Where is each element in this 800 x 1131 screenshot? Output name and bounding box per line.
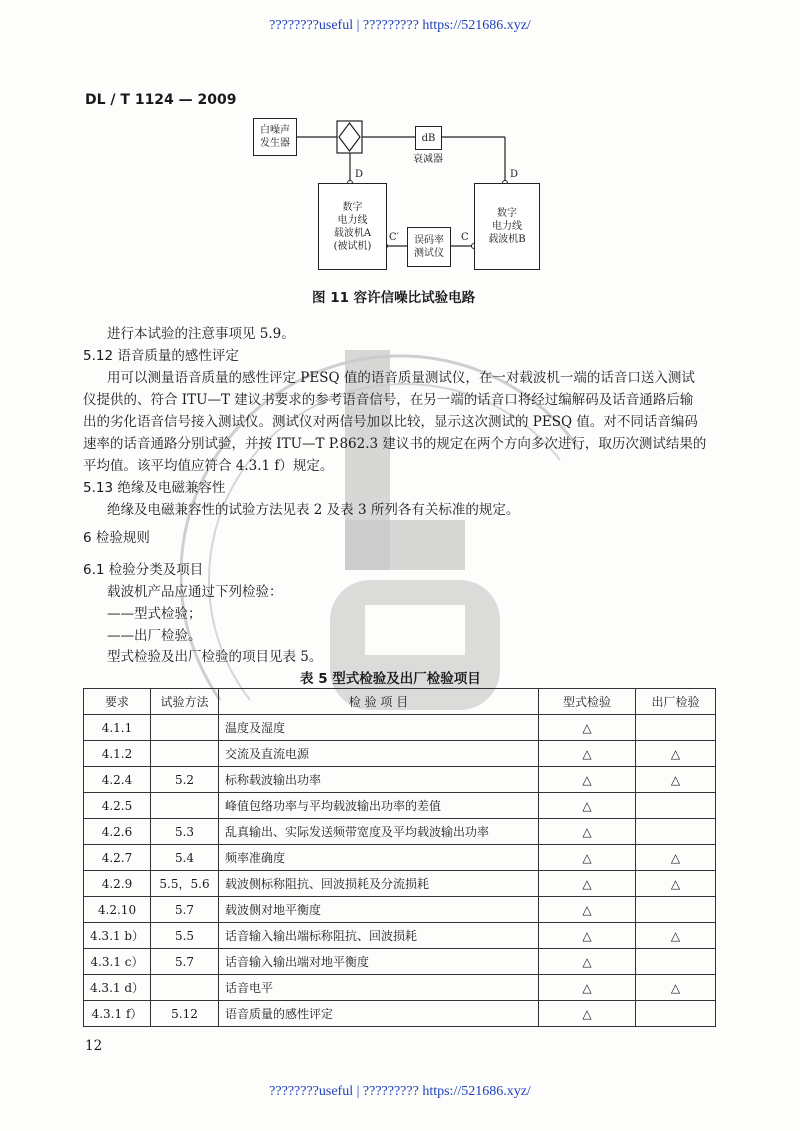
table-row	[84, 923, 716, 949]
test-method-cell: 5.3	[151, 819, 219, 845]
section-6-1-heading: 6.1 检验分类及项目	[83, 562, 204, 578]
type-test-cell: △	[539, 845, 636, 871]
item-cell: 乱真输出、实际发送频带宽度及平均载波输出功率	[219, 819, 539, 845]
paragraph-line: 绝缘及电磁兼容性的试验方法见表 2 及表 3 所列各有关标准的规定。	[107, 502, 520, 518]
requirement-cell: 4.1.1	[84, 715, 151, 741]
table-row	[84, 975, 716, 1001]
footer-link[interactable]: ????????useful | ????????? https://521686.xyz/	[269, 1084, 531, 1099]
test-method-cell: 5.7	[151, 897, 219, 923]
paragraph-line: 型式检验及出厂检验的项目见表 5。	[107, 649, 323, 665]
test-method-cell: 5.4	[151, 845, 219, 871]
type-test-cell: △	[539, 923, 636, 949]
table-row	[84, 741, 716, 767]
requirement-cell: 4.2.9	[84, 871, 151, 897]
item-cell: 峰值包络功率与平均载波输出功率的差值	[219, 793, 539, 819]
port-c: C	[461, 232, 469, 243]
column-header: 出厂检验	[636, 689, 716, 715]
test-method-cell	[151, 741, 219, 767]
item-cell: 标称载波输出功率	[219, 767, 539, 793]
requirement-cell: 4.3.1 c）	[84, 949, 151, 975]
type-test-cell: △	[539, 741, 636, 767]
requirement-cell: 4.3.1 b）	[84, 923, 151, 949]
requirement-cell: 4.2.10	[84, 897, 151, 923]
item-cell: 载波侧标称阻抗、回波损耗及分流损耗	[219, 871, 539, 897]
inspection-items-table	[83, 688, 716, 1027]
item-cell: 话音输入输出端对地平衡度	[219, 949, 539, 975]
requirement-cell: 4.2.4	[84, 767, 151, 793]
test-method-cell	[151, 793, 219, 819]
paragraph-line: 载波机产品应通过下列检验：	[107, 584, 283, 600]
item-cell: 交流及直流电源	[219, 741, 539, 767]
factory-test-cell	[636, 897, 716, 923]
type-test-cell: △	[539, 819, 636, 845]
paragraph-line: 速率的话音通路分别试验，并按 ITU—T P.862.3 建议书的规定在两个方向多次进行，取历次测试结果的	[83, 436, 707, 452]
paragraph-line: 用可以测量语音质量的感性评定 PESQ 值的语音质量测试仪，在一对载波机一端的话音口送入测试	[107, 370, 695, 386]
paragraph-line: 出的劣化语音信号接入测试仪。测试仪对两信号加以比较，显示这次测试的 PESQ 值。对不同话音编码	[83, 414, 698, 430]
header-link[interactable]: ????????useful | ????????? https://521686.xyz/	[269, 18, 531, 33]
ber-tester-box: 误码率 测试仪	[407, 227, 451, 267]
table-caption: 表 5 型式检验及出厂检验项目	[300, 671, 481, 687]
test-method-cell: 5.12	[151, 1001, 219, 1027]
carrier-a-box: 数字 电力线 载波机A (被试机)	[318, 183, 387, 270]
test-method-cell: 5.2	[151, 767, 219, 793]
factory-test-cell	[636, 793, 716, 819]
document-id: DL / T 1124 — 2009	[85, 92, 237, 108]
factory-test-cell	[636, 819, 716, 845]
column-header: 要求	[84, 689, 151, 715]
attenuator-box: dB	[415, 126, 442, 150]
port-d-a: D	[355, 169, 364, 180]
circuit-wires	[0, 0, 800, 300]
noise-generator-box: 白噪声 发生器	[253, 118, 297, 156]
port-c-prime: C′	[389, 232, 399, 243]
page-number: 12	[85, 1038, 103, 1054]
requirement-cell: 4.2.7	[84, 845, 151, 871]
factory-test-cell	[636, 1001, 716, 1027]
requirement-cell: 4.3.1 d）	[84, 975, 151, 1001]
item-cell: 话音输入输出端标称阻抗、回波损耗	[219, 923, 539, 949]
table-row	[84, 845, 716, 871]
figure-caption: 图 11 容许信噪比试验电路	[312, 290, 476, 306]
item-cell: 载波侧对地平衡度	[219, 897, 539, 923]
table-row	[84, 897, 716, 923]
carrier-b-box: 数字 电力线 载波机B	[474, 183, 540, 270]
factory-test-cell: △	[636, 741, 716, 767]
factory-test-cell: △	[636, 975, 716, 1001]
factory-test-cell: △	[636, 845, 716, 871]
paragraph-line: 仪提供的、符合 ITU—T 建议书要求的参考语音信号，在另一端的话音口将经过编解码及话音通路后输	[83, 392, 694, 408]
type-test-cell: △	[539, 715, 636, 741]
type-test-cell: △	[539, 871, 636, 897]
paragraph-line: ——出厂检验。	[107, 628, 202, 644]
section-5-12-heading: 5.12 语音质量的感性评定	[83, 348, 239, 364]
test-method-cell	[151, 975, 219, 1001]
section-6-heading: 6 检验规则	[83, 530, 150, 546]
table-header-row	[84, 689, 716, 715]
table-row	[84, 715, 716, 741]
note-text: 进行本试验的注意事项见 5.9。	[107, 326, 295, 342]
requirement-cell: 4.3.1 f）	[84, 1001, 151, 1027]
table-row	[84, 871, 716, 897]
item-cell: 语音质量的感性评定	[219, 1001, 539, 1027]
table-row	[84, 1001, 716, 1027]
item-cell: 温度及湿度	[219, 715, 539, 741]
paragraph-line: 平均值。该平均值应符合 4.3.1 f）规定。	[83, 458, 334, 474]
test-method-cell: 5.7	[151, 949, 219, 975]
test-method-cell	[151, 715, 219, 741]
column-header: 型式检验	[539, 689, 636, 715]
factory-test-cell: △	[636, 767, 716, 793]
requirement-cell: 4.2.5	[84, 793, 151, 819]
type-test-cell: △	[539, 1001, 636, 1027]
factory-test-cell: △	[636, 871, 716, 897]
factory-test-cell: △	[636, 923, 716, 949]
item-cell: 话音电平	[219, 975, 539, 1001]
requirement-cell: 4.1.2	[84, 741, 151, 767]
requirement-cell: 4.2.6	[84, 819, 151, 845]
table-row	[84, 819, 716, 845]
type-test-cell: △	[539, 767, 636, 793]
table-row	[84, 949, 716, 975]
paragraph-line: ——型式检验；	[107, 606, 202, 622]
type-test-cell: △	[539, 949, 636, 975]
column-header: 试验方法	[151, 689, 219, 715]
column-header: 检 验 项 目	[219, 689, 539, 715]
type-test-cell: △	[539, 897, 636, 923]
section-5-13-heading: 5.13 绝缘及电磁兼容性	[83, 480, 226, 496]
factory-test-cell	[636, 715, 716, 741]
test-method-cell: 5.5	[151, 923, 219, 949]
attenuator-label: 衰减器	[413, 154, 443, 165]
table-row	[84, 767, 716, 793]
type-test-cell: △	[539, 975, 636, 1001]
type-test-cell: △	[539, 793, 636, 819]
table-row	[84, 793, 716, 819]
test-method-cell: 5.5，5.6	[151, 871, 219, 897]
port-d-b: D	[510, 169, 519, 180]
item-cell: 频率准确度	[219, 845, 539, 871]
factory-test-cell	[636, 949, 716, 975]
